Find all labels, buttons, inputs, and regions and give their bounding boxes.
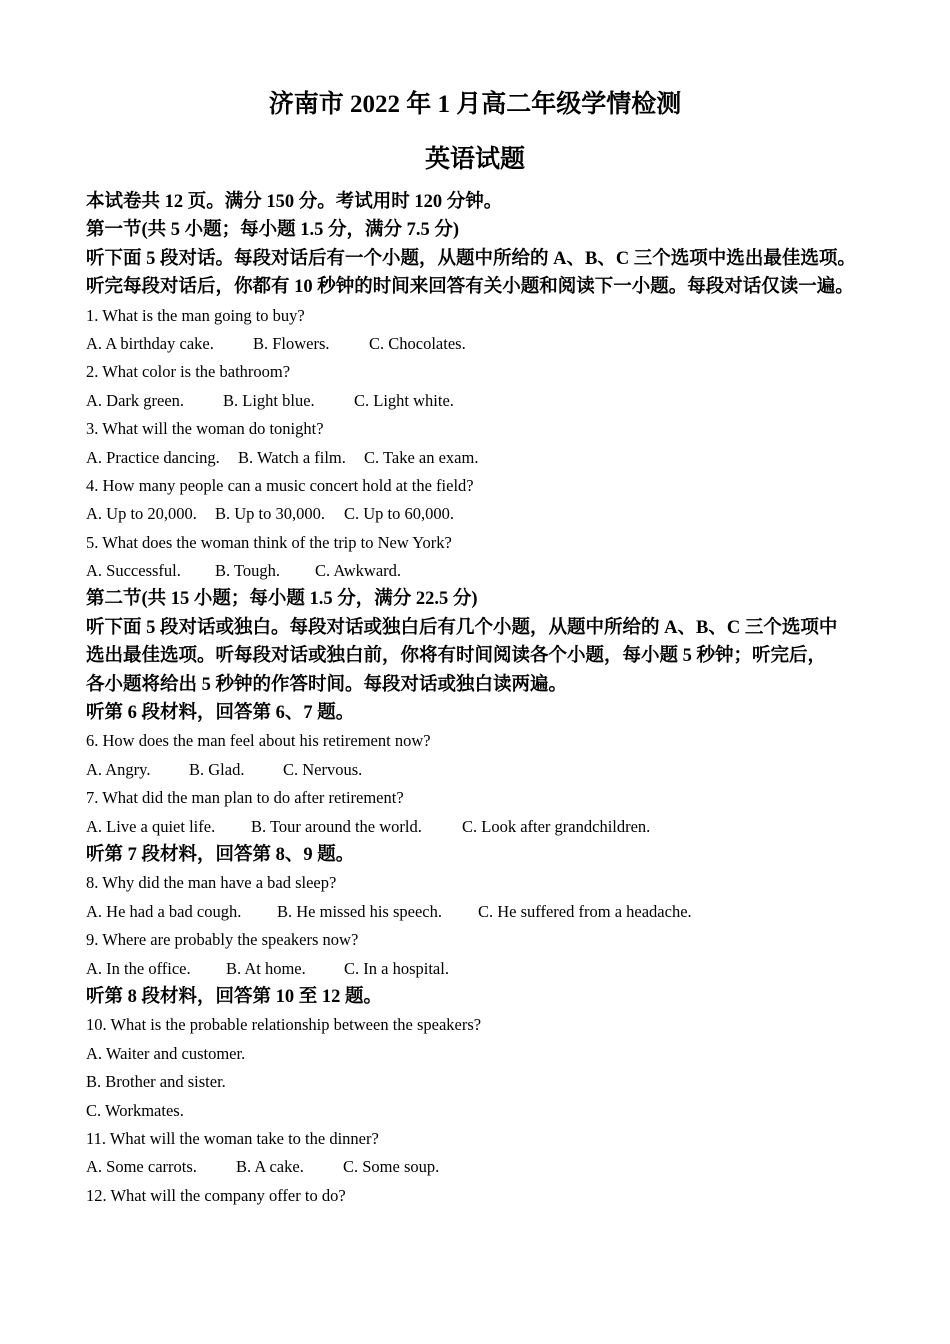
q1-option-c: C. Chocolates. (369, 333, 466, 353)
exam-title: 济南市 2022 年 1 月高二年级学情检测 (268, 91, 682, 118)
q3-option-a: A. Practice dancing. (86, 447, 220, 467)
question-7: 7. What did the man plan to do after retirement? (86, 788, 404, 808)
question-9: 9. Where are probably the speakers now? (86, 930, 359, 950)
exam-subtitle: 英语试题 (424, 146, 525, 173)
section1-instructions-2: 听完每段对话后，你都有 10 秒钟的时间来回答有关小题和阅读下一小题。每段对话仅读一遍。 (86, 277, 854, 298)
q9-option-b: B. At home. (226, 958, 306, 978)
section1-instructions-1: 听下面 5 段对话。每段对话后有一个小题，从题中所给的 A、B、C 三个选项中选出最佳选项。 (86, 248, 856, 269)
question-2-options (86, 387, 906, 415)
question-9-options (86, 955, 906, 983)
group-heading-7: 听第 7 段材料，回答第 8、9 题。 (86, 844, 355, 865)
q9-option-c: C. In a hospital. (344, 958, 449, 978)
q6-option-b: B. Glad. (189, 759, 245, 779)
question-6: 6. How does the man feel about his retirement now? (86, 731, 431, 751)
question-3: 3. What will the woman do tonight? (86, 419, 324, 439)
q2-option-a: A. Dark green. (86, 390, 185, 410)
q5-option-a: A. Successful. (86, 561, 181, 581)
q6-option-c: C. Nervous. (283, 759, 363, 779)
q3-option-b: B. Watch a film. (238, 447, 346, 467)
question-8-options (86, 898, 906, 926)
q8-option-b: B. He missed his speech. (277, 901, 442, 921)
question-4: 4. How many people can a music concert hold at the field? (86, 475, 474, 495)
question-11: 11. What will the woman take to the dinner? (86, 1128, 379, 1148)
q4-option-a: A. Up to 20,000. (86, 504, 197, 524)
q8-option-a: A. He had a bad cough. (86, 901, 242, 921)
exam-intro: 本试卷共 12 页。满分 150 分。考试用时 120 分钟。 (86, 192, 503, 212)
question-10: 10. What is the probable relationship between the speakers? (86, 1015, 482, 1035)
question-6-options (86, 756, 906, 784)
question-4-options (86, 500, 906, 528)
question-12: 12. What will the company offer to do? (86, 1185, 346, 1205)
question-8: 8. Why did the man have a bad sleep? (86, 873, 337, 893)
exam-content (86, 188, 906, 1210)
group-heading-6: 听第 6 段材料，回答第 6、7 题。 (86, 703, 355, 724)
section2-instructions-1: 听下面 5 段对话或独白。每段对话或独白后有几个小题，从题中所给的 A、B、C 三个选项中 (86, 617, 838, 638)
q2-option-c: C. Light white. (354, 390, 454, 410)
group-heading-8: 听第 8 段材料，回答第 10 至 12 题。 (86, 986, 383, 1007)
q2-option-b: B. Light blue. (223, 390, 315, 410)
question-2: 2. What color is the bathroom? (86, 362, 291, 382)
section2-instructions-2: 选出最佳选项。听每段对话或独白前，你将有时间阅读各个小题，每小题 5 秒钟；听完后， (86, 646, 827, 667)
q7-option-c: C. Look after grandchildren. (462, 816, 651, 836)
q10-option-a: A. Waiter and customer. (86, 1043, 246, 1063)
q10-option-c: C. Workmates. (86, 1100, 184, 1120)
question-7-options (86, 813, 906, 841)
q7-option-b: B. Tour around the world. (251, 816, 422, 836)
q1-option-a: A. A birthday cake. (86, 333, 214, 353)
q4-option-b: B. Up to 30,000. (215, 504, 326, 524)
q10-option-b: B. Brother and sister. (86, 1072, 226, 1092)
section2-instructions-3: 各小题将给出 5 秒钟的作答时间。每段对话或独白读两遍。 (86, 674, 568, 695)
section1-heading: 第一节(共 5 小题；每小题 1.5 分，满分 7.5 分) (86, 220, 460, 241)
question-5-options (86, 557, 906, 585)
q5-option-c: C. Awkward. (315, 561, 402, 581)
section2-heading: 第二节(共 15 小题；每小题 1.5 分，满分 22.5 分) (86, 589, 478, 610)
q9-option-a: A. In the office. (86, 958, 191, 978)
q8-option-c: C. He suffered from a headache. (478, 901, 692, 921)
question-11-options (86, 1153, 906, 1181)
q1-option-b: B. Flowers. (253, 333, 330, 353)
q6-option-a: A. Angry. (86, 759, 151, 779)
q11-option-c: C. Some soup. (343, 1157, 440, 1177)
question-3-options (86, 444, 906, 472)
question-1-options (86, 330, 906, 358)
question-1: 1. What is the man going to buy? (86, 305, 305, 325)
q5-option-b: B. Tough. (215, 561, 281, 581)
q11-option-b: B. A cake. (236, 1157, 304, 1177)
question-5: 5. What does the woman think of the trip to New York? (86, 532, 452, 552)
q4-option-c: C. Up to 60,000. (344, 504, 455, 524)
q11-option-a: A. Some carrots. (86, 1157, 197, 1177)
q7-option-a: A. Live a quiet life. (86, 816, 216, 836)
q3-option-c: C. Take an exam. (364, 447, 479, 467)
